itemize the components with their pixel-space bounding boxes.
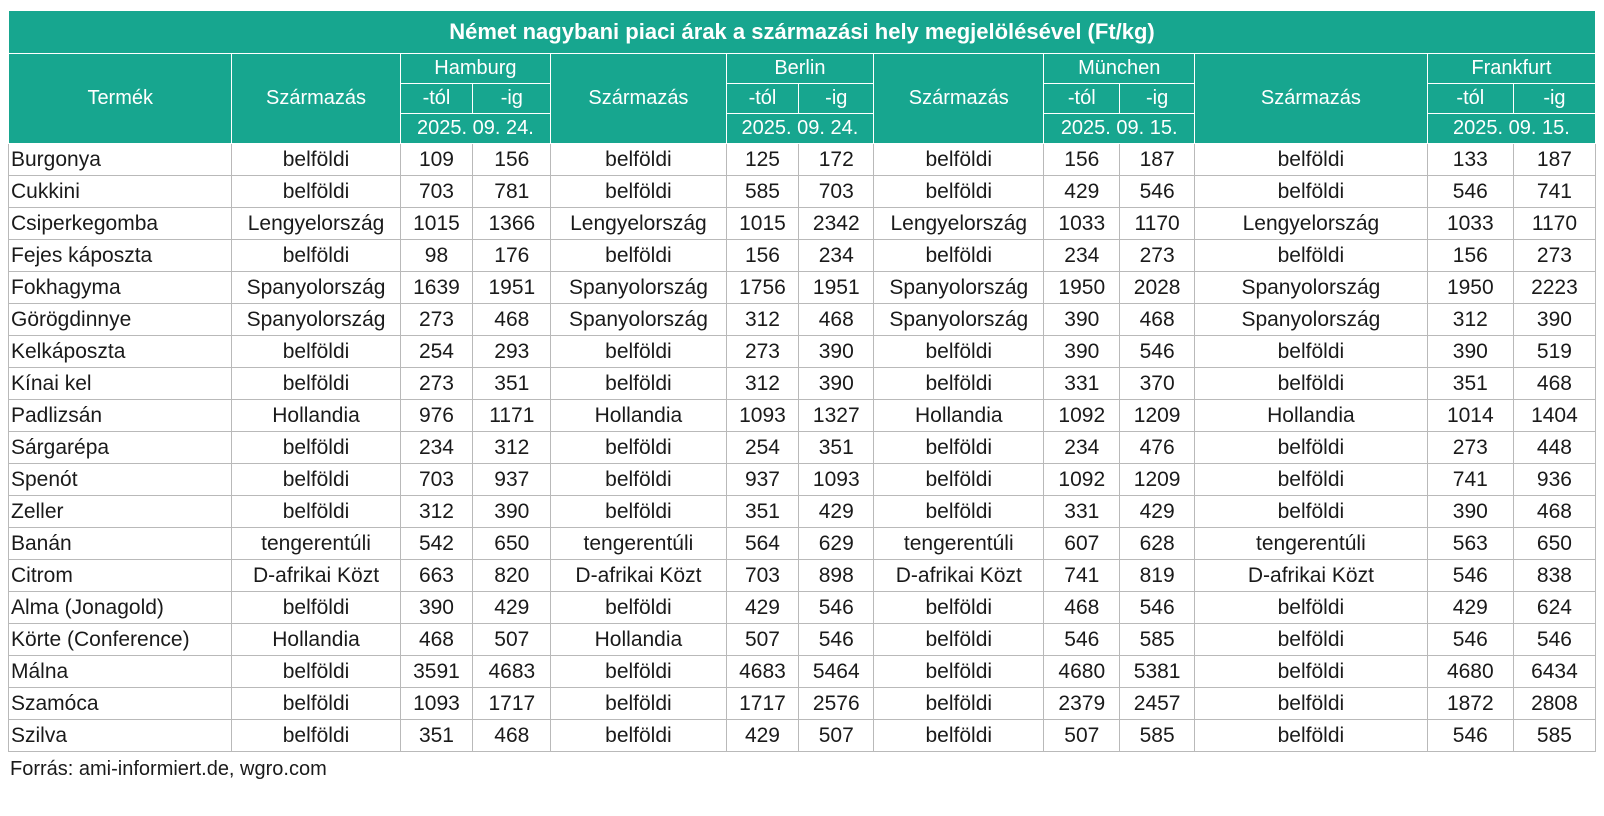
cell-to-berlin: 2576: [799, 688, 874, 720]
origin-header-frankfurt: Származás: [1195, 54, 1428, 144]
cell-origin-hamburg: Hollandia: [232, 400, 400, 432]
cell-from-berlin: 429: [726, 592, 799, 624]
cell-to-hamburg: 4683: [473, 656, 551, 688]
cell-origin-munchen: belföldi: [874, 592, 1044, 624]
cell-origin-frankfurt: belföldi: [1195, 464, 1428, 496]
table-row: [9, 592, 1596, 624]
cell-to-frankfurt: 468: [1513, 368, 1595, 400]
cell-to-munchen: 187: [1120, 144, 1195, 176]
cell-to-frankfurt: 187: [1513, 144, 1595, 176]
table-row: [9, 496, 1596, 528]
cell-from-frankfurt: 1014: [1427, 400, 1513, 432]
table-row: [9, 432, 1596, 464]
cell-to-hamburg: 293: [473, 336, 551, 368]
table-row: [9, 656, 1596, 688]
table-row: [9, 240, 1596, 272]
from-header-berlin: -tól: [726, 84, 799, 114]
city-header-munchen: München: [1044, 54, 1195, 84]
cell-to-hamburg: 312: [473, 432, 551, 464]
cell-from-berlin: 312: [726, 304, 799, 336]
table-header: [9, 11, 1596, 144]
cell-origin-frankfurt: belföldi: [1195, 368, 1428, 400]
cell-origin-berlin: Hollandia: [551, 400, 726, 432]
cell-to-hamburg: 1171: [473, 400, 551, 432]
cell-to-berlin: 1327: [799, 400, 874, 432]
cell-product: Csiperkegomba: [9, 208, 232, 240]
cell-origin-berlin: Spanyolország: [551, 272, 726, 304]
cell-to-hamburg: 351: [473, 368, 551, 400]
cell-origin-frankfurt: belföldi: [1195, 688, 1428, 720]
cell-to-berlin: 390: [799, 368, 874, 400]
cell-origin-berlin: belföldi: [551, 592, 726, 624]
cell-to-berlin: 468: [799, 304, 874, 336]
origin-header-berlin: Származás: [551, 54, 726, 144]
cell-to-munchen: 2457: [1120, 688, 1195, 720]
cell-from-berlin: 254: [726, 432, 799, 464]
cell-to-hamburg: 1951: [473, 272, 551, 304]
cell-to-munchen: 546: [1120, 176, 1195, 208]
cell-origin-berlin: belföldi: [551, 656, 726, 688]
cell-origin-hamburg: belföldi: [232, 176, 400, 208]
cell-to-frankfurt: 546: [1513, 624, 1595, 656]
cell-from-berlin: 585: [726, 176, 799, 208]
cell-from-munchen: 741: [1044, 560, 1120, 592]
from-header-frankfurt: -tól: [1427, 84, 1513, 114]
cell-origin-hamburg: belföldi: [232, 336, 400, 368]
cell-to-frankfurt: 585: [1513, 720, 1595, 752]
table-body: [9, 144, 1596, 752]
cell-product: Fokhagyma: [9, 272, 232, 304]
cell-origin-frankfurt: Hollandia: [1195, 400, 1428, 432]
cell-to-munchen: 628: [1120, 528, 1195, 560]
cell-from-hamburg: 468: [400, 624, 473, 656]
cell-origin-munchen: Spanyolország: [874, 304, 1044, 336]
cell-from-hamburg: 703: [400, 464, 473, 496]
cell-to-berlin: 172: [799, 144, 874, 176]
cell-to-frankfurt: 1170: [1513, 208, 1595, 240]
cell-to-berlin: 703: [799, 176, 874, 208]
cell-to-munchen: 585: [1120, 720, 1195, 752]
cell-origin-hamburg: belföldi: [232, 496, 400, 528]
cell-to-berlin: 1093: [799, 464, 874, 496]
cell-from-hamburg: 109: [400, 144, 473, 176]
cell-to-frankfurt: 650: [1513, 528, 1595, 560]
cell-to-hamburg: 468: [473, 720, 551, 752]
cell-origin-hamburg: belföldi: [232, 656, 400, 688]
cell-product: Fejes káposzta: [9, 240, 232, 272]
cell-to-munchen: 429: [1120, 496, 1195, 528]
cell-product: Szilva: [9, 720, 232, 752]
table-row: [9, 528, 1596, 560]
cell-product: Banán: [9, 528, 232, 560]
table-row: [9, 304, 1596, 336]
origin-header-hamburg: Származás: [232, 54, 400, 144]
cell-from-frankfurt: 1950: [1427, 272, 1513, 304]
to-header-hamburg: -ig: [473, 84, 551, 114]
cell-origin-berlin: Spanyolország: [551, 304, 726, 336]
cell-from-berlin: 1717: [726, 688, 799, 720]
cell-from-frankfurt: 273: [1427, 432, 1513, 464]
cell-origin-frankfurt: belföldi: [1195, 592, 1428, 624]
cell-to-berlin: 2342: [799, 208, 874, 240]
table-row: [9, 144, 1596, 176]
cell-origin-hamburg: Spanyolország: [232, 272, 400, 304]
cell-to-berlin: 351: [799, 432, 874, 464]
cell-from-hamburg: 1639: [400, 272, 473, 304]
cell-origin-hamburg: belföldi: [232, 144, 400, 176]
cell-from-frankfurt: 1872: [1427, 688, 1513, 720]
cell-from-berlin: 937: [726, 464, 799, 496]
cell-origin-hamburg: belföldi: [232, 368, 400, 400]
cell-product: Burgonya: [9, 144, 232, 176]
cell-to-frankfurt: 448: [1513, 432, 1595, 464]
cell-from-berlin: 4683: [726, 656, 799, 688]
cell-from-hamburg: 273: [400, 304, 473, 336]
cell-from-berlin: 156: [726, 240, 799, 272]
cell-origin-munchen: D-afrikai Közt: [874, 560, 1044, 592]
cell-origin-hamburg: Spanyolország: [232, 304, 400, 336]
cell-origin-frankfurt: belföldi: [1195, 656, 1428, 688]
cell-product: Szamóca: [9, 688, 232, 720]
cell-from-frankfurt: 546: [1427, 720, 1513, 752]
cell-from-berlin: 273: [726, 336, 799, 368]
cell-to-hamburg: 468: [473, 304, 551, 336]
cell-origin-berlin: tengerentúli: [551, 528, 726, 560]
cell-from-berlin: 1756: [726, 272, 799, 304]
cell-origin-hamburg: belföldi: [232, 464, 400, 496]
cell-origin-munchen: belföldi: [874, 624, 1044, 656]
table-row: [9, 336, 1596, 368]
cell-to-hamburg: 156: [473, 144, 551, 176]
cell-origin-berlin: belföldi: [551, 432, 726, 464]
cell-origin-frankfurt: belföldi: [1195, 624, 1428, 656]
cell-from-munchen: 546: [1044, 624, 1120, 656]
cell-to-hamburg: 1366: [473, 208, 551, 240]
cell-from-munchen: 507: [1044, 720, 1120, 752]
cell-product: Kelkáposzta: [9, 336, 232, 368]
table-row: [9, 464, 1596, 496]
table-row: [9, 624, 1596, 656]
cell-origin-berlin: belföldi: [551, 240, 726, 272]
cell-from-munchen: 390: [1044, 336, 1120, 368]
price-table: [8, 10, 1596, 752]
cell-to-frankfurt: 624: [1513, 592, 1595, 624]
cell-from-frankfurt: 4680: [1427, 656, 1513, 688]
cell-from-frankfurt: 546: [1427, 176, 1513, 208]
cell-origin-berlin: D-afrikai Közt: [551, 560, 726, 592]
cell-origin-munchen: Lengyelország: [874, 208, 1044, 240]
cell-origin-hamburg: belföldi: [232, 688, 400, 720]
cell-origin-munchen: tengerentúli: [874, 528, 1044, 560]
cell-to-berlin: 234: [799, 240, 874, 272]
date-header-frankfurt: 2025. 09. 15.: [1427, 114, 1595, 144]
table-row: [9, 272, 1596, 304]
cell-product: Padlizsán: [9, 400, 232, 432]
cell-origin-hamburg: tengerentúli: [232, 528, 400, 560]
cell-to-hamburg: 429: [473, 592, 551, 624]
cell-product: Sárgarépa: [9, 432, 232, 464]
to-header-munchen: -ig: [1120, 84, 1195, 114]
table-row: [9, 368, 1596, 400]
cell-from-hamburg: 3591: [400, 656, 473, 688]
cell-origin-frankfurt: tengerentúli: [1195, 528, 1428, 560]
cell-to-hamburg: 650: [473, 528, 551, 560]
cell-to-frankfurt: 2808: [1513, 688, 1595, 720]
cell-to-berlin: 546: [799, 592, 874, 624]
cell-from-berlin: 507: [726, 624, 799, 656]
cell-from-munchen: 1033: [1044, 208, 1120, 240]
cell-product: Spenót: [9, 464, 232, 496]
cell-product: Málna: [9, 656, 232, 688]
date-header-berlin: 2025. 09. 24.: [726, 114, 874, 144]
table-row: [9, 560, 1596, 592]
cell-origin-frankfurt: belföldi: [1195, 336, 1428, 368]
cell-from-hamburg: 273: [400, 368, 473, 400]
cell-to-berlin: 5464: [799, 656, 874, 688]
cell-from-hamburg: 312: [400, 496, 473, 528]
cell-to-berlin: 507: [799, 720, 874, 752]
cell-from-frankfurt: 546: [1427, 560, 1513, 592]
cell-from-frankfurt: 312: [1427, 304, 1513, 336]
cell-from-frankfurt: 546: [1427, 624, 1513, 656]
cell-product: Görögdinnye: [9, 304, 232, 336]
cell-origin-frankfurt: belföldi: [1195, 432, 1428, 464]
cell-to-frankfurt: 390: [1513, 304, 1595, 336]
cell-origin-berlin: belföldi: [551, 176, 726, 208]
cell-origin-frankfurt: Spanyolország: [1195, 304, 1428, 336]
cell-from-hamburg: 542: [400, 528, 473, 560]
cell-from-munchen: 1092: [1044, 400, 1120, 432]
cell-to-munchen: 370: [1120, 368, 1195, 400]
cell-from-munchen: 2379: [1044, 688, 1120, 720]
cell-to-munchen: 5381: [1120, 656, 1195, 688]
date-header-hamburg: 2025. 09. 24.: [400, 114, 551, 144]
cell-to-frankfurt: 936: [1513, 464, 1595, 496]
cell-origin-hamburg: belföldi: [232, 720, 400, 752]
cell-origin-frankfurt: belföldi: [1195, 720, 1428, 752]
cell-origin-frankfurt: Spanyolország: [1195, 272, 1428, 304]
origin-header-munchen: Származás: [874, 54, 1044, 144]
cell-from-frankfurt: 156: [1427, 240, 1513, 272]
price-table-container: [8, 10, 1596, 781]
cell-to-frankfurt: 2223: [1513, 272, 1595, 304]
cell-from-berlin: 703: [726, 560, 799, 592]
cell-from-frankfurt: 1033: [1427, 208, 1513, 240]
cell-origin-berlin: belföldi: [551, 720, 726, 752]
city-header-hamburg: Hamburg: [400, 54, 551, 84]
cell-from-berlin: 125: [726, 144, 799, 176]
cell-to-munchen: 546: [1120, 592, 1195, 624]
cell-origin-munchen: belföldi: [874, 368, 1044, 400]
cell-from-berlin: 351: [726, 496, 799, 528]
cell-from-hamburg: 98: [400, 240, 473, 272]
cell-to-munchen: 2028: [1120, 272, 1195, 304]
cell-origin-hamburg: Lengyelország: [232, 208, 400, 240]
cell-origin-munchen: belföldi: [874, 432, 1044, 464]
table-row: [9, 176, 1596, 208]
cell-to-berlin: 546: [799, 624, 874, 656]
cell-from-frankfurt: 429: [1427, 592, 1513, 624]
cell-to-frankfurt: 468: [1513, 496, 1595, 528]
cell-from-munchen: 1092: [1044, 464, 1120, 496]
cell-from-hamburg: 351: [400, 720, 473, 752]
cell-from-hamburg: 976: [400, 400, 473, 432]
cell-from-berlin: 312: [726, 368, 799, 400]
cell-from-munchen: 156: [1044, 144, 1120, 176]
cell-origin-hamburg: belföldi: [232, 240, 400, 272]
cell-origin-frankfurt: belföldi: [1195, 240, 1428, 272]
cell-origin-frankfurt: Lengyelország: [1195, 208, 1428, 240]
cell-from-munchen: 331: [1044, 496, 1120, 528]
cell-origin-berlin: Lengyelország: [551, 208, 726, 240]
cell-product: Alma (Jonagold): [9, 592, 232, 624]
cell-to-munchen: 468: [1120, 304, 1195, 336]
cell-origin-munchen: belföldi: [874, 336, 1044, 368]
cell-from-frankfurt: 390: [1427, 496, 1513, 528]
cell-from-hamburg: 1015: [400, 208, 473, 240]
source-note: Forrás: ami-informiert.de, wgro.com: [10, 758, 327, 780]
cell-origin-munchen: belföldi: [874, 496, 1044, 528]
cell-product: Citrom: [9, 560, 232, 592]
cell-from-berlin: 1015: [726, 208, 799, 240]
to-header-berlin: -ig: [799, 84, 874, 114]
cell-origin-berlin: Hollandia: [551, 624, 726, 656]
cell-to-frankfurt: 838: [1513, 560, 1595, 592]
cell-from-frankfurt: 351: [1427, 368, 1513, 400]
cell-origin-frankfurt: D-afrikai Közt: [1195, 560, 1428, 592]
product-header: Termék: [9, 54, 232, 144]
table-row: [9, 720, 1596, 752]
cell-origin-hamburg: belföldi: [232, 592, 400, 624]
cell-origin-munchen: belföldi: [874, 464, 1044, 496]
cell-to-frankfurt: 519: [1513, 336, 1595, 368]
cell-to-berlin: 898: [799, 560, 874, 592]
cell-origin-berlin: belföldi: [551, 464, 726, 496]
cell-to-hamburg: 176: [473, 240, 551, 272]
cell-to-hamburg: 781: [473, 176, 551, 208]
cell-to-hamburg: 507: [473, 624, 551, 656]
cell-origin-hamburg: belföldi: [232, 432, 400, 464]
cell-from-munchen: 607: [1044, 528, 1120, 560]
cell-to-hamburg: 1717: [473, 688, 551, 720]
cell-to-munchen: 585: [1120, 624, 1195, 656]
cell-from-hamburg: 663: [400, 560, 473, 592]
cell-to-berlin: 1951: [799, 272, 874, 304]
cell-from-berlin: 1093: [726, 400, 799, 432]
cell-to-munchen: 476: [1120, 432, 1195, 464]
cell-from-hamburg: 254: [400, 336, 473, 368]
cell-from-munchen: 331: [1044, 368, 1120, 400]
cell-origin-munchen: belföldi: [874, 240, 1044, 272]
table-row: [9, 400, 1596, 432]
cell-product: Cukkini: [9, 176, 232, 208]
cell-origin-frankfurt: belföldi: [1195, 176, 1428, 208]
cell-to-munchen: 819: [1120, 560, 1195, 592]
city-header-berlin: Berlin: [726, 54, 874, 84]
cell-product: Kínai kel: [9, 368, 232, 400]
cell-to-munchen: 546: [1120, 336, 1195, 368]
cell-to-berlin: 629: [799, 528, 874, 560]
cell-origin-hamburg: D-afrikai Közt: [232, 560, 400, 592]
cell-origin-munchen: belföldi: [874, 720, 1044, 752]
from-header-munchen: -tól: [1044, 84, 1120, 114]
cell-origin-munchen: belföldi: [874, 688, 1044, 720]
cell-origin-berlin: belföldi: [551, 336, 726, 368]
cell-from-munchen: 429: [1044, 176, 1120, 208]
to-header-frankfurt: -ig: [1513, 84, 1595, 114]
city-header-frankfurt: Frankfurt: [1427, 54, 1595, 84]
cell-origin-frankfurt: belföldi: [1195, 496, 1428, 528]
cell-origin-munchen: belföldi: [874, 144, 1044, 176]
cell-origin-munchen: belföldi: [874, 176, 1044, 208]
cell-to-frankfurt: 6434: [1513, 656, 1595, 688]
date-header-munchen: 2025. 09. 15.: [1044, 114, 1195, 144]
cell-from-munchen: 4680: [1044, 656, 1120, 688]
cell-to-frankfurt: 1404: [1513, 400, 1595, 432]
cell-origin-munchen: belföldi: [874, 656, 1044, 688]
cell-to-munchen: 1170: [1120, 208, 1195, 240]
cell-origin-munchen: Hollandia: [874, 400, 1044, 432]
cell-from-hamburg: 1093: [400, 688, 473, 720]
cell-product: Zeller: [9, 496, 232, 528]
cell-from-hamburg: 234: [400, 432, 473, 464]
cell-from-munchen: 234: [1044, 432, 1120, 464]
cell-to-hamburg: 937: [473, 464, 551, 496]
table-title: Német nagybani piaci árak a származási hely megjelölésével (Ft/kg): [9, 11, 1596, 54]
cell-from-frankfurt: 563: [1427, 528, 1513, 560]
cell-origin-berlin: belföldi: [551, 688, 726, 720]
cell-from-berlin: 564: [726, 528, 799, 560]
cell-origin-hamburg: Hollandia: [232, 624, 400, 656]
cell-to-frankfurt: 741: [1513, 176, 1595, 208]
cell-origin-berlin: belföldi: [551, 496, 726, 528]
cell-from-frankfurt: 133: [1427, 144, 1513, 176]
table-row: [9, 208, 1596, 240]
table-row: [9, 688, 1596, 720]
cell-from-munchen: 468: [1044, 592, 1120, 624]
cell-to-berlin: 390: [799, 336, 874, 368]
cell-to-munchen: 1209: [1120, 464, 1195, 496]
cell-from-hamburg: 390: [400, 592, 473, 624]
cell-to-frankfurt: 273: [1513, 240, 1595, 272]
cell-from-frankfurt: 390: [1427, 336, 1513, 368]
cell-from-munchen: 1950: [1044, 272, 1120, 304]
cell-origin-munchen: Spanyolország: [874, 272, 1044, 304]
cell-from-frankfurt: 741: [1427, 464, 1513, 496]
cell-from-munchen: 234: [1044, 240, 1120, 272]
cell-to-hamburg: 820: [473, 560, 551, 592]
cell-to-munchen: 273: [1120, 240, 1195, 272]
cell-product: Körte (Conference): [9, 624, 232, 656]
cell-from-berlin: 429: [726, 720, 799, 752]
cell-to-hamburg: 390: [473, 496, 551, 528]
from-header-hamburg: -tól: [400, 84, 473, 114]
cell-origin-frankfurt: belföldi: [1195, 144, 1428, 176]
cell-origin-berlin: belföldi: [551, 144, 726, 176]
cell-from-hamburg: 703: [400, 176, 473, 208]
cell-origin-berlin: belföldi: [551, 368, 726, 400]
cell-to-berlin: 429: [799, 496, 874, 528]
cell-to-munchen: 1209: [1120, 400, 1195, 432]
cell-from-munchen: 390: [1044, 304, 1120, 336]
